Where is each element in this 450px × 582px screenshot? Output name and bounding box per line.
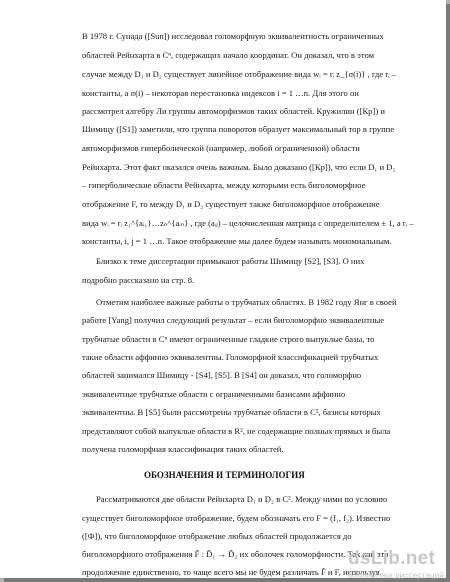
section-heading: ОБОЗНАЧЕНИЯ И ТЕРМИНОЛОГИЯ — [144, 470, 305, 480]
text-line: подробно рассказано на стр. 8. — [82, 275, 195, 285]
watermark-brand: dsLib.net — [348, 548, 436, 569]
text-line: отображение F, то между D₁ и D₂ существует также биголоморфное отображение — [82, 199, 380, 209]
text-line: продолжение единственно, то чаще всего мы не будем различать F̃ и F, используя — [82, 567, 380, 577]
text-line: областей занимался Шимицу - [S4], [S5]. В [S4] он доказал, что голоморфно — [82, 370, 362, 380]
text-line: биголоморфного отображения F̃ : D̃₁ → D̃₂ их оболочек голоморфности. Так как это — [82, 549, 389, 559]
text-line: работе [Yang] получил следующий результат – если биголоморфно эквивалентные — [82, 315, 385, 325]
text-line: константы, а σ(i) – некоторая перестановка индексов i = 1 …n. Для этого он — [82, 88, 359, 98]
text-line: такие области аффинно эквивалентны. Голоморфной классификацией трубчатых — [82, 352, 379, 362]
text-line: вида wᵢ = rᵢ z₁^{aᵢ₁}…zₙ^{aᵢₙ} , где (aᵢⱼ) – целочисленная матрица с определителем ± 1, а rᵢ – — [82, 218, 414, 228]
text-line: представляют собой выпуклые области в R², не содержащие полных прямых и была — [82, 426, 391, 436]
text-line: ([Ф]), что биголоморфное отображение любых областей продолжается до — [82, 531, 352, 541]
text-line: автоморфизмов гиперболической (например, любой ограниченной) области — [82, 143, 360, 153]
text-line: Близко к теме диссертации примыкают работы Шимицу [S2], [S3]. О них — [96, 256, 365, 266]
text-line: областей Рейнхарта в Cⁿ, содержащих начало координат. Он доказал, что в этом — [82, 50, 375, 60]
page-shadow — [446, 4, 450, 582]
text-line: получена голоморфная классификация таких областей. — [82, 444, 284, 454]
watermark-caption: библиотека диссертаций — [348, 570, 444, 580]
text-line: существует биголоморфное отображение, будем обозначать его F = (f₁, f₂). Известно — [82, 513, 391, 523]
text-line: рассмотрел алгебру Ли группы автоморфизмов таких областей. Кружилин ([Кр]) и — [82, 106, 385, 116]
text-line: Отметим наиболее важные работы о трубчатых областях. В 1982 году Янг в своей — [96, 297, 397, 307]
text-line: эквивалентные трубчатые области с ограниченными базисами аффинно — [82, 389, 346, 399]
text-line: Рассматриваются две области Рейнхарта D₁ и D₂ в C². Между ними по условию — [96, 494, 388, 504]
text-line: константы, i, j = 1 …n. Такое отображение мы далее будем называть мономиальным. — [82, 236, 392, 246]
text-line: случае между D₁ и D₂ существует линейное отображение вида wᵢ = rᵢ z_{σ(i)} , где rᵢ – — [82, 69, 396, 79]
text-line: эквивалентны. В [S5] были рассмотрены трубчатые области в C², базисы которых — [82, 407, 381, 417]
watermark — [348, 548, 448, 582]
text-line: Шимицу ([S1]) заметили, что группа поворотов образует максимальный тор в группе — [82, 124, 395, 134]
text-line: – гиперболические области Рейнхарта, между которыми есть биголоморфное — [82, 180, 366, 190]
text-line: Рейнхарта. Этот факт оказался очень важным. Было доказано ([Кр]), что если D₁ и D₂ — [82, 162, 396, 172]
text-line: В 1978 г. Сунада ([Sun]) исследовал голоморфную эквивалентность ограниченных — [82, 31, 384, 41]
text-line: трубчатые области в Cⁿ имеют ограниченные гладкие строго выпуклые базы, то — [82, 334, 375, 344]
